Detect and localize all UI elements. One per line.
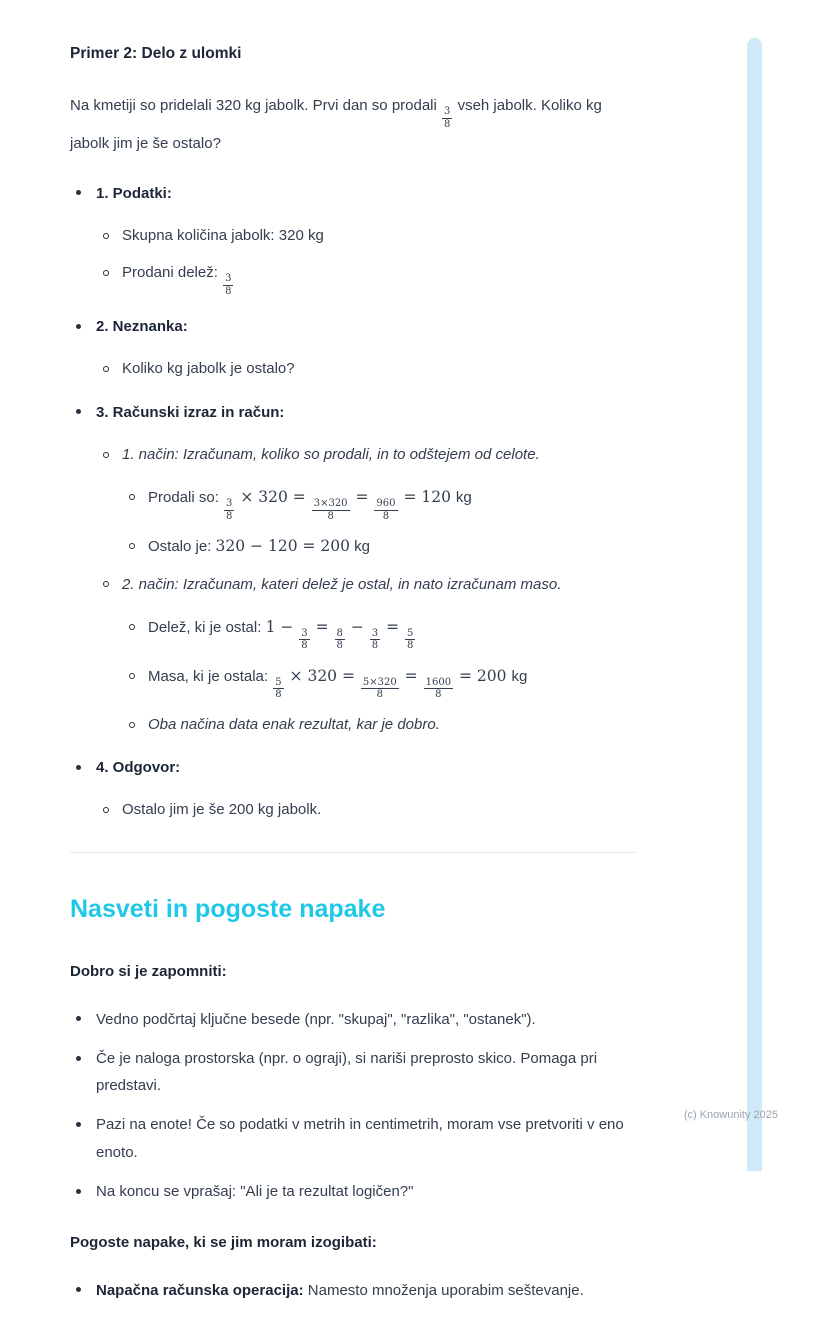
sub-list [96, 222, 636, 297]
mistake-label: Napačna računska operacija: [96, 1281, 304, 1299]
step-item-unknown [70, 313, 636, 383]
list-item [122, 483, 636, 522]
fraction-denominator: 8 [327, 510, 334, 522]
step-title: 4. Odgovor: [96, 759, 181, 777]
fraction-denominator: 8 [435, 689, 442, 701]
math-text: = [315, 617, 329, 636]
copyright-footer: (c) Knowunity 2025 [683, 1109, 778, 1121]
remember-subheading: Dobro si je zapomniti: [70, 963, 227, 981]
math-text: = 120 [403, 488, 451, 507]
fraction-denominator: 8 [407, 640, 414, 652]
fraction-numerator: 5 [407, 627, 414, 639]
fraction [361, 677, 399, 701]
list-text: Vedno podčrtaj ključne besede (npr. "skupaj", "razlika", "ostanek"). [96, 1010, 536, 1028]
fraction [273, 677, 283, 701]
fraction [223, 273, 233, 297]
fraction-denominator: 8 [376, 689, 383, 701]
math-label: Ostalo je: [148, 538, 212, 556]
step-title: 2. Neznanka: [96, 318, 188, 336]
sub-list [122, 483, 636, 560]
fraction-numerator: 3 [371, 627, 379, 639]
method-1-item [96, 441, 636, 561]
sub-list [122, 613, 636, 738]
tips-section-title: Nasveti in pogoste napake [70, 894, 386, 923]
section-divider [70, 852, 636, 853]
math-text: − [350, 617, 364, 636]
list-text: Koliko kg jabolk je ostalo? [122, 360, 295, 378]
right-accent-bar [747, 38, 762, 1171]
math-expression [265, 617, 417, 652]
math-expression [272, 666, 511, 701]
fraction-denominator: 8 [225, 285, 232, 297]
fraction-numerator: 3 [301, 627, 308, 639]
step-item-data [70, 180, 636, 298]
step-title: 1. Podatki: [96, 184, 172, 202]
sub-list [96, 796, 636, 823]
fraction-numerator: 8 [336, 627, 343, 639]
math-label: Delež, ki je ostal: [148, 618, 262, 636]
list-text: Pazi na enote! Če so podatki v metrih in centimetrih, moram vse pretvoriti v eno enoto. [96, 1116, 624, 1161]
sub-list [96, 441, 636, 738]
step-title: 3. Računski izraz in račun: [96, 403, 285, 421]
math-text: = [355, 488, 369, 507]
method-note: Oba načina data enak rezultat, kar je dobro. [148, 715, 440, 733]
fraction [424, 677, 453, 701]
example-title: Primer 2: Delo z ulomki [70, 45, 242, 62]
sub-list [96, 355, 636, 382]
math-label: Masa, ki je ostala: [148, 667, 269, 685]
list-item [96, 222, 636, 249]
fraction-denominator: 8 [336, 640, 343, 652]
step-item-answer [70, 754, 636, 824]
step-item-calculation [70, 399, 636, 738]
fraction [299, 628, 309, 652]
fraction-denominator: 8 [371, 640, 379, 652]
list-item [70, 1045, 636, 1100]
list-item [122, 662, 636, 701]
mistakes-list [70, 1277, 636, 1304]
list-text: Če je naloga prostorska (npr. o ograji), si nariši preprosto skico. Pomaga pri predstavi. [96, 1049, 598, 1095]
fraction [312, 498, 350, 522]
fraction [374, 498, 397, 522]
unit-label: kg [455, 489, 472, 507]
problem-statement [70, 92, 636, 157]
method-2-label: 2. način: Izračunam, kateri delež je ostal, in nato izračunam maso. [122, 575, 562, 593]
fraction-numerator: 3 [444, 106, 451, 118]
math-expression: 320 − 120 = 200 [215, 537, 350, 556]
list-text: Prodani delež: [122, 264, 218, 282]
list-item [70, 1178, 636, 1205]
fraction-numerator: 3×320 [313, 498, 348, 510]
fraction-numerator: 3 [226, 498, 233, 510]
list-text: Ostalo jim je še 200 kg jabolk. [122, 801, 322, 819]
fraction [370, 628, 380, 652]
list-item [96, 355, 636, 382]
math-label: Prodali so: [148, 489, 219, 507]
list-item [70, 1111, 636, 1166]
mistake-text: Namesto množenja uporabim seštevanje. [307, 1281, 584, 1299]
list-text: Skupna količina jabolk: 320 kg [122, 226, 324, 244]
fraction-numerator: 3 [225, 273, 232, 285]
fraction [335, 628, 345, 652]
fraction-denominator: 8 [301, 640, 308, 652]
fraction [224, 498, 234, 522]
fraction-numerator: 5×320 [362, 676, 397, 688]
math-expression [223, 488, 456, 522]
fraction-denominator: 8 [226, 510, 233, 522]
unit-label: kg [511, 667, 528, 685]
fraction-denominator: 8 [382, 510, 390, 522]
math-text: = 200 [459, 666, 507, 685]
math-text: × 320 = [289, 666, 355, 685]
fraction-denominator: 8 [275, 689, 282, 701]
list-item [122, 613, 636, 652]
fraction [442, 106, 452, 130]
document-content [70, 40, 636, 1328]
math-text: × 320 = [240, 488, 306, 507]
list-text: Na koncu se vprašaj: "Ali je ta rezultat logičen?" [96, 1183, 414, 1201]
example-steps-list [70, 180, 636, 824]
list-item [96, 259, 636, 297]
math-text: = [404, 666, 418, 685]
problem-text-before: Na kmetiji so pridelali 320 kg jabolk. Prvi dan so prodali [70, 97, 437, 115]
method-2-item [96, 571, 636, 739]
list-item [70, 1277, 636, 1304]
fraction-denominator: 8 [444, 118, 451, 130]
list-item [122, 711, 636, 738]
problem-text-after: vseh jabolk. Koliko kg jabolk jim je še ostalo? [70, 97, 602, 153]
remember-list [70, 1006, 636, 1206]
method-1-label: 1. način: Izračunam, koliko so prodali, in to odštejem od celote. [122, 445, 540, 463]
math-text: 1 − [265, 617, 294, 636]
fraction [405, 628, 415, 652]
fraction-numerator: 5 [275, 676, 282, 688]
fraction-numerator: 1600 [425, 676, 452, 688]
fraction-numerator: 960 [376, 498, 396, 510]
mistakes-subheading: Pogoste napake, ki se jim moram izogibati: [70, 1234, 377, 1252]
math-text: = [386, 617, 400, 636]
list-item [122, 532, 636, 560]
list-item [70, 1006, 636, 1033]
list-item [96, 796, 636, 823]
unit-label: kg [354, 538, 370, 556]
